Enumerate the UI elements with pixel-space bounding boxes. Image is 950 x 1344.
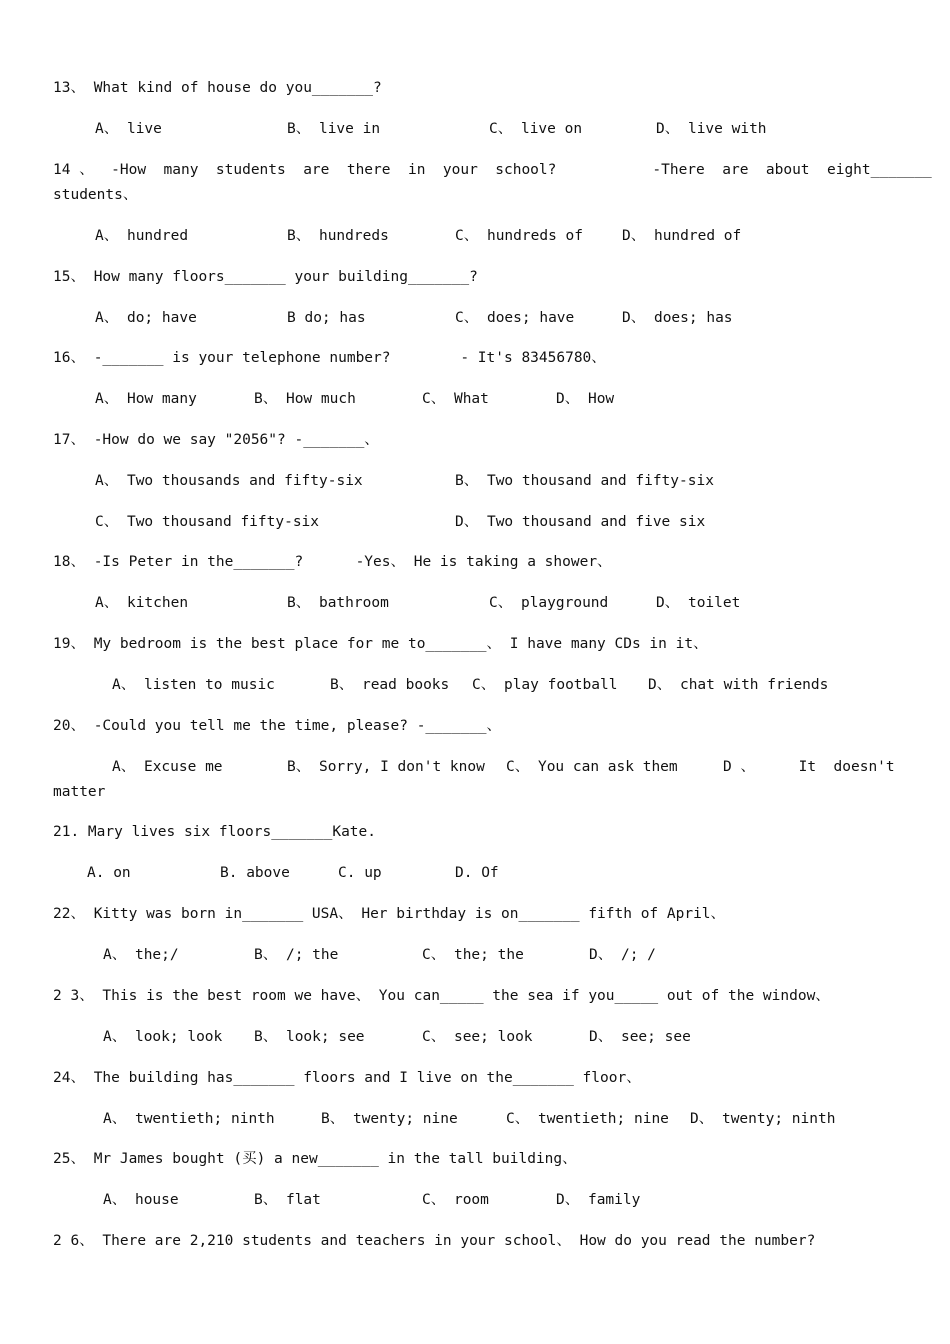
question-17-option-b: B、 Two thousand and fifty-six	[455, 473, 714, 489]
question-25-stem: 25、 Mr James bought (买) a new_______ in the tall building、	[53, 1151, 577, 1167]
question-13-stem: 13、 What kind of house do you_______?	[53, 80, 382, 96]
question-18-stem: 18、 -Is Peter in the_______? -Yes、 He is taking a shower、	[53, 554, 612, 570]
question-16-stem: 16、 -_______ is your telephone number? - It's 83456780、	[53, 350, 606, 366]
question-20-option-a: A、 Excuse me	[112, 759, 223, 775]
question-22-option-a: A、 the;/	[103, 947, 179, 963]
question-13-option-c: C、 live on	[489, 121, 583, 137]
question-17-option-d: D、 Two thousand and five six	[455, 514, 706, 530]
question-13-option-a: A、 live	[95, 121, 162, 137]
question-22-option-d: D、 /; /	[589, 947, 656, 963]
question-18-option-c: C、 playground	[489, 595, 609, 611]
question-24-option-d: D、 twenty; ninth	[690, 1111, 836, 1127]
question-24-option-b: B、 twenty; nine	[321, 1111, 458, 1127]
question-22-option-b: B、 /; the	[254, 947, 339, 963]
question-21-option-c: C. up	[338, 865, 382, 881]
question-17-stem: 17、 -How do we say "2056"? -_______、	[53, 432, 379, 448]
question-24-option-c: C、 twentieth; nine	[506, 1111, 669, 1127]
question-23-option-d: D、 see; see	[589, 1029, 691, 1045]
question-16-option-d: D、 How	[556, 391, 615, 407]
question-19-stem: 19、 My bedroom is the best place for me to_______、 I have many CDs in it、	[53, 636, 708, 652]
question-14-option-c: C、 hundreds of	[455, 228, 583, 244]
question-14-stem-line1: 14 、 -How many students are there in your school? -There are about eight_______	[53, 162, 932, 178]
question-15-option-a: A、 do; have	[95, 310, 197, 326]
question-20-option-b: B、 Sorry, I don't know	[287, 759, 485, 775]
question-26-stem: 2 6、 There are 2,210 students and teachers in your school、 How do you read the number?	[53, 1233, 816, 1249]
question-19-option-b: B、 read books	[330, 677, 450, 693]
question-16-option-c: C、 What	[422, 391, 489, 407]
question-15-option-b: B do; has	[287, 310, 366, 326]
question-15-option-c: C、 does; have	[455, 310, 575, 326]
question-25-option-d: D、 family	[556, 1192, 641, 1208]
question-24-stem: 24、 The building has_______ floors and I live on the_______ floor、	[53, 1070, 641, 1086]
question-21-option-b: B. above	[220, 865, 290, 881]
question-17-option-a: A、 Two thousands and fifty-six	[95, 473, 363, 489]
question-20-option-d-wrap: matter	[53, 784, 106, 800]
question-13-option-d: D、 live with	[656, 121, 767, 137]
question-23-stem: 2 3、 This is the best room we have、 You can_____ the sea if you_____ out of the window、	[53, 988, 830, 1004]
question-21-option-a: A. on	[87, 865, 131, 881]
question-23-option-a: A、 look; look	[103, 1029, 223, 1045]
question-25-option-a: A、 house	[103, 1192, 179, 1208]
question-20-option-c: C、 You can ask them	[506, 759, 678, 775]
question-14-option-d: D、 hundred of	[622, 228, 742, 244]
question-25-option-c: C、 room	[422, 1192, 489, 1208]
question-13-option-b: B、 live in	[287, 121, 381, 137]
question-19-option-c: C、 play football	[472, 677, 618, 693]
question-23-option-b: B、 look; see	[254, 1029, 365, 1045]
question-23-option-c: C、 see; look	[422, 1029, 533, 1045]
question-15-option-d: D、 does; has	[622, 310, 733, 326]
question-25-option-b: B、 flat	[254, 1192, 321, 1208]
question-15-stem: 15、 How many floors_______ your building_______?	[53, 269, 478, 285]
question-14-option-a: A、 hundred	[95, 228, 189, 244]
question-20-option-d: D 、 It doesn't	[723, 759, 895, 775]
question-22-stem: 22、 Kitty was born in_______ USA、 Her birthday is on_______ fifth of April、	[53, 906, 726, 922]
question-21-option-d: D. Of	[455, 865, 499, 881]
question-22-option-c: C、 the; the	[422, 947, 524, 963]
question-21-stem: 21. Mary lives six floors_______Kate.	[53, 824, 377, 840]
question-18-option-d: D、 toilet	[656, 595, 741, 611]
question-19-option-d: D、 chat with friends	[648, 677, 829, 693]
question-17-option-c: C、 Two thousand fifty-six	[95, 514, 320, 530]
question-24-option-a: A、 twentieth; ninth	[103, 1111, 275, 1127]
question-14-stem-line2: students、	[53, 187, 138, 203]
question-16-option-a: A、 How many	[95, 391, 197, 407]
question-19-option-a: A、 listen to music	[112, 677, 275, 693]
question-18-option-a: A、 kitchen	[95, 595, 189, 611]
question-16-option-b: B、 How much	[254, 391, 356, 407]
question-14-option-b: B、 hundreds	[287, 228, 389, 244]
question-20-stem: 20、 -Could you tell me the time, please? -_______、	[53, 718, 502, 734]
question-18-option-b: B、 bathroom	[287, 595, 389, 611]
